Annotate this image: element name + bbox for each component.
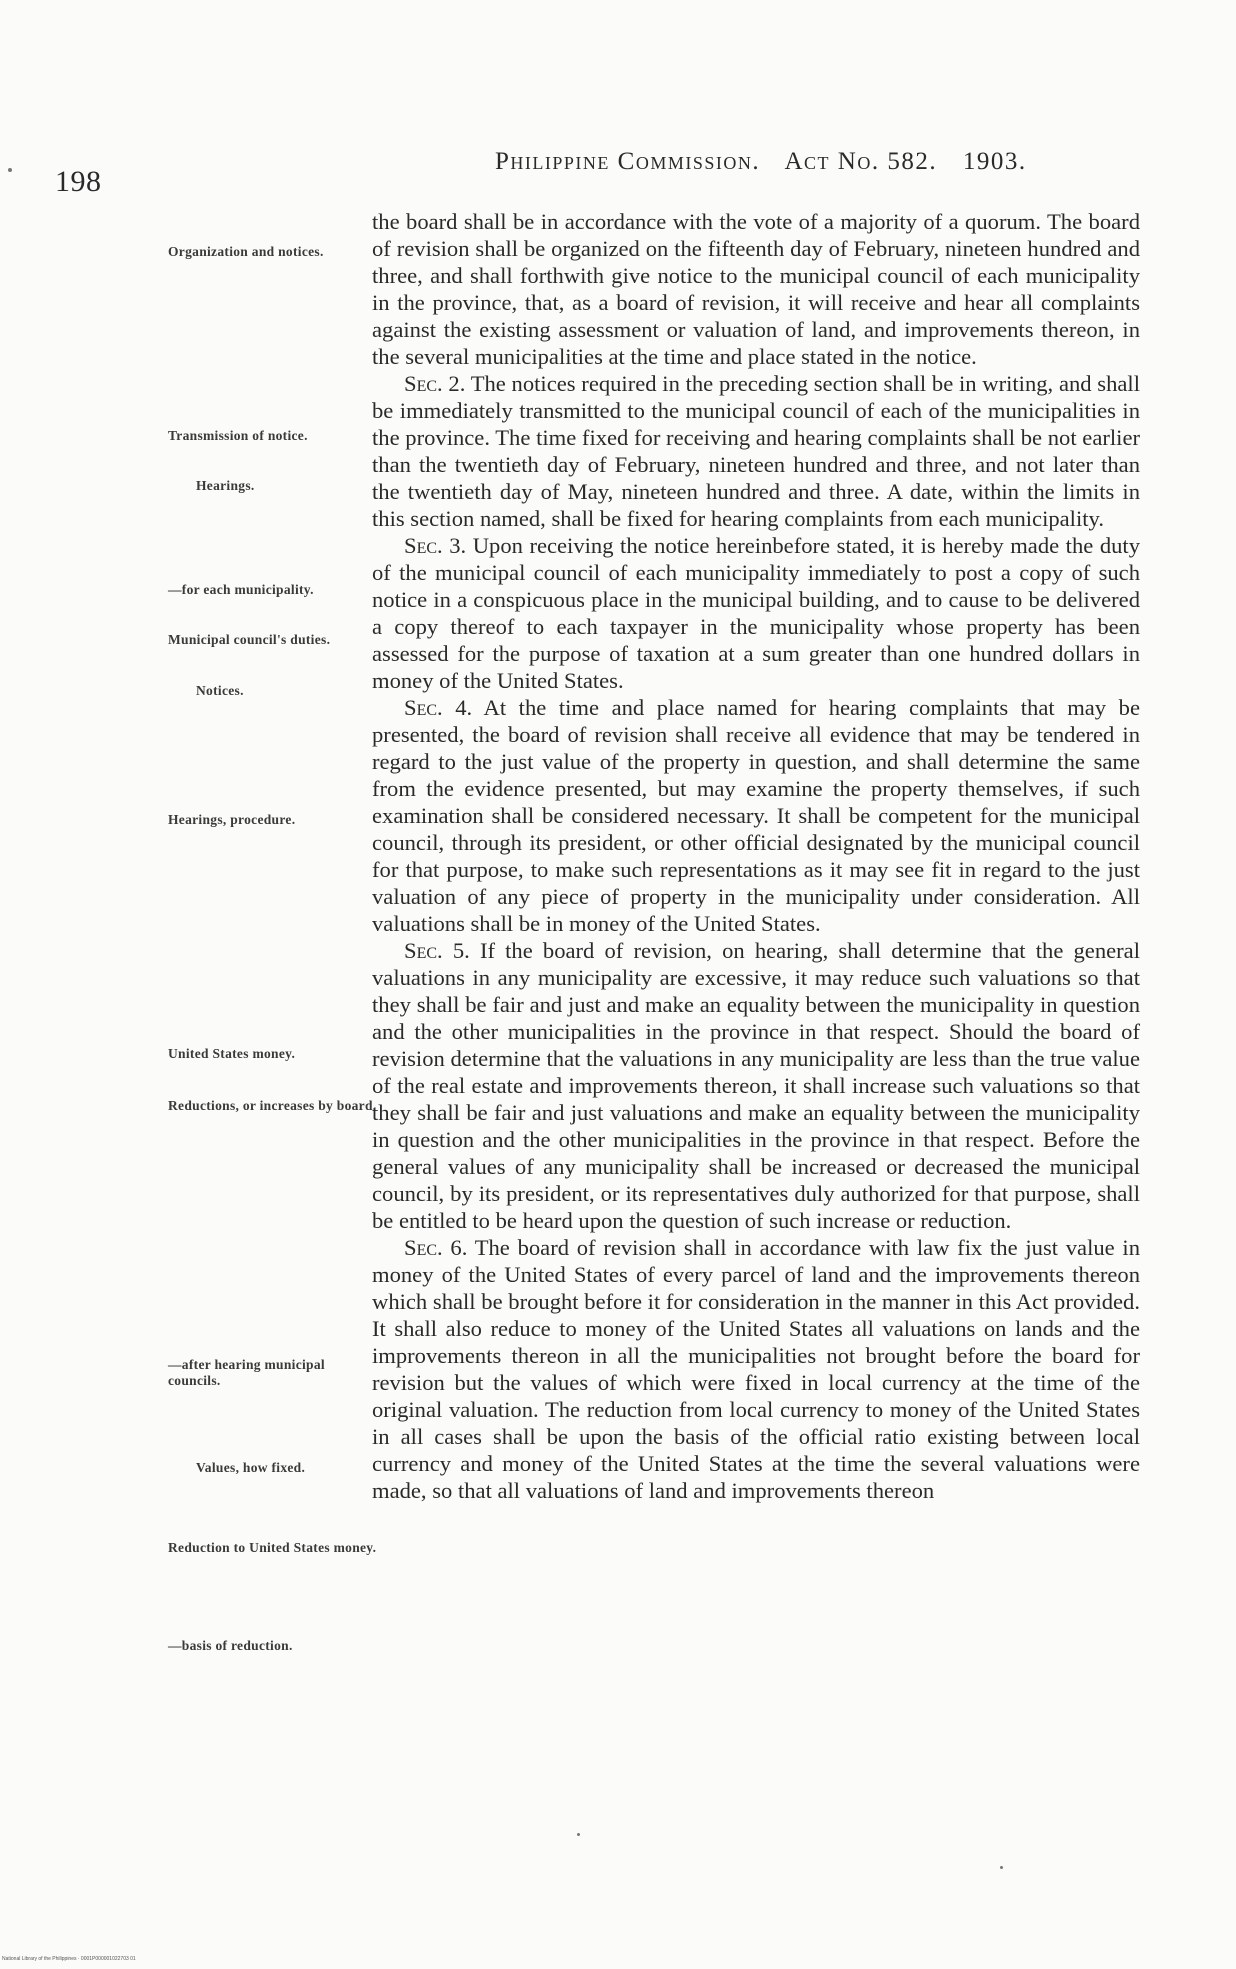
section-5 [372, 937, 1140, 1234]
section-label: Sec. 2. [404, 371, 466, 396]
section-2 [372, 370, 1140, 532]
margin-note-values-fixed: Values, how fixed. [196, 1460, 306, 1475]
margin-note-organization: Organization and notices. [168, 244, 324, 259]
section-3 [372, 532, 1140, 694]
section-6 [372, 1234, 1140, 1504]
margin-note-hearings: Hearings. [196, 478, 255, 493]
margin-note-after-hearing: —after hearing municipal councils. [168, 1357, 325, 1388]
scan-speck [1000, 1866, 1003, 1869]
margin-note-each-municipality: —for each municipality. [168, 582, 314, 597]
section-label: Sec. 4. [404, 695, 473, 720]
margin-note-reduction-us-money: Reduction to United States money. [168, 1540, 377, 1555]
section-text: At the time and place named for hearing complaints that may be presented, the board of revision shall receive all evidence that may be tendered in regard to the just value of the property in question, and shall determine the same from the evidence presented, but may examine the property themselves, if such examination shall be considered necessary. It shall be competent for the municipal council, through its president, or other official designated by the municipal council for that purpose, to make such representations as it may see fit in regard to the just valuation of any piece of property in the municipality under consideration. All valuations shall be in money of the United States. [372, 695, 1140, 936]
running-head-title: Philippine Commission. [495, 148, 761, 175]
paragraph-text: the board shall be in accordance with the vote of a majority of a quorum. The board of revision shall be organized on the fifteenth day of February, nineteen hundred and three, and shall forthwith give notice to the municipal council of each municipality in the province, that, as a board of revision, it will receive and hear all complaints against the existing assessment or valuation of land, and improvements thereon, in the several municipalities at the time and place stated in the notice. [372, 209, 1140, 369]
margin-note-notices: Notices. [196, 683, 244, 698]
section-text: The board of revision shall in accordance with law fix the just value in money of the United States of every parcel of land and the improvements thereon which shall be brought before it for consideration in the manner in this Act provided. It shall also reduce to money of the United States all valuations on lands and the improvements thereon in all the municipalities not brought before the board for revision but the values of which were fixed in local currency at the time of the original valuation. The reduction from local currency to money of the United States in all cases shall be upon the basis of the official ratio existing between local currency and money of the United States at the time the several valuations were made, so that all valuations of land and improvements thereon [372, 1235, 1140, 1503]
margin-note-council-duties: Municipal council's duties. [168, 632, 331, 647]
scan-speck [577, 1833, 580, 1836]
scan-speck [8, 168, 12, 172]
section-text: Upon receiving the notice hereinbefore stated, it is hereby made the duty of the municipal council of each municipality immediately to post a copy of such notice in a conspicuous place in the municipal building, and to cause to be delivered a copy thereof to each taxpayer in the municipality whose property has been assessed for the purpose of taxation at a sum greater than one hundred dollars in money of the United States. [372, 533, 1140, 693]
margin-note-transmission: Transmission of notice. [168, 428, 308, 443]
section-label: Sec. 5. [404, 938, 470, 963]
section-label: Sec. 3. [404, 533, 467, 558]
margin-note-basis-reduction: —basis of reduction. [168, 1638, 293, 1653]
section-text: The notices required in the preceding section shall be in writing, and shall be immediately transmitted to the municipal council of each of the municipalities in the province. The time fixed for receiving and hearing complaints shall be not earlier than the twentieth day of February, nineteen hundred and three, and not later than the twentieth day of May, nineteen hundred and three. A date, within the limits in this section named, shall be fixed for hearing complaints from each municipality. [372, 371, 1140, 531]
page-number: 198 [55, 165, 102, 198]
body-text [372, 208, 1140, 1504]
paragraph [372, 208, 1140, 370]
running-head [495, 148, 1045, 176]
running-head-act: Act No. 582. [784, 148, 938, 175]
section-text: If the board of revision, on hearing, shall determine that the general valuations in any municipality are excessive, it may reduce such valuations so that they shall be fair and just and make an equality between the municipality in question and the other municipalities in the province in that respect. Should the board of revision determine that the valuations in any municipality are less than the true value of the real estate and improvements thereon, it shall increase such valuations so that they shall be fair and just valuations and make an equality between the municipality in question and the other municipalities in the province in that respect. Before the general values of any municipality shall be increased or decreased the municipal council, by its president, or its representatives duly authorized for that purpose, shall be entitled to be heard upon the question of such increase or reduction. [372, 938, 1140, 1233]
footer-credit: National Library of the Philippines · 0001P000001022703 01 [2, 1956, 136, 1962]
margin-note-reductions: Reductions, or increases by board. [168, 1098, 377, 1113]
running-head-year: 1903. [962, 148, 1027, 175]
margin-note-us-money: United States money. [168, 1046, 296, 1061]
margin-note-hearings-procedure: Hearings, procedure. [168, 812, 296, 827]
section-label: Sec. 6. [404, 1235, 468, 1260]
section-4 [372, 694, 1140, 937]
